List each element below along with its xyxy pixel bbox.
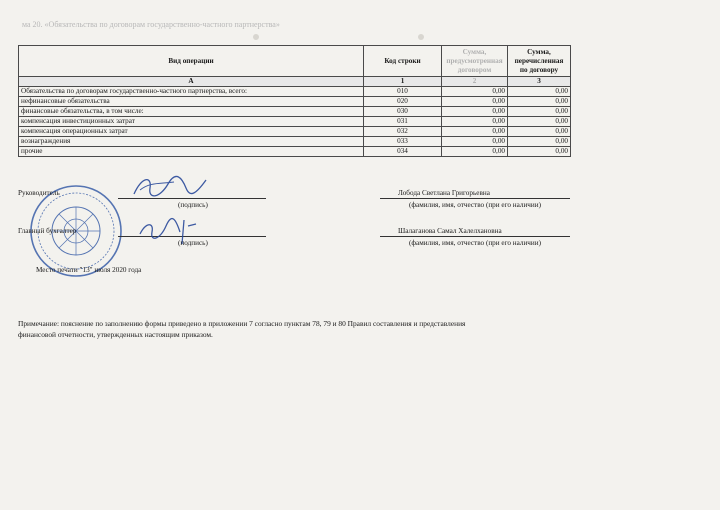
table-row: [19, 107, 571, 117]
row-label: компенсация инвестиционных затрат: [19, 117, 364, 127]
punch-hole-icon: [253, 34, 259, 40]
row-code: 034: [364, 147, 442, 157]
row-planned: 0,00: [442, 107, 508, 117]
table-row: [19, 137, 571, 147]
row-transferred: 0,00: [508, 107, 571, 117]
row-code: 030: [364, 107, 442, 117]
row-code: 010: [364, 87, 442, 97]
row-code: 033: [364, 137, 442, 147]
accountant-signature-caption: (подпись): [178, 239, 208, 247]
footnote: [18, 318, 578, 340]
row-label: нефинансовые обязательства: [19, 97, 364, 107]
row-label: Обязательства по договорам государственно-частного партнерства, всего:: [19, 87, 364, 97]
header-planned: Сумма, предусмотренная договором: [442, 46, 508, 77]
accountant-name-line: [380, 236, 570, 237]
row-transferred: 0,00: [508, 147, 571, 157]
index-cell: 1: [364, 77, 442, 87]
row-label: компенсация операционных затрат: [19, 127, 364, 137]
row-planned: 0,00: [442, 117, 508, 127]
row-planned: 0,00: [442, 127, 508, 137]
head-signature-icon: [130, 172, 210, 204]
accountant-label: Главный бухгалтер: [18, 227, 77, 235]
punch-hole-icon: [418, 34, 424, 40]
header-transferred: Сумма, перечисленная по договору: [508, 46, 571, 77]
head-name-caption: (фамилия, имя, отчество (при его наличии): [408, 201, 541, 209]
row-code: 020: [364, 97, 442, 107]
row-transferred: 0,00: [508, 87, 571, 97]
table-row: [19, 97, 571, 107]
index-cell: А: [19, 77, 364, 87]
row-transferred: 0,00: [508, 127, 571, 137]
head-signature-caption: (подпись): [178, 201, 208, 209]
stamp-place-date: Место печати "13" июля 2020 года: [36, 266, 142, 274]
head-label: Руководитель: [18, 189, 60, 197]
row-transferred: 0,00: [508, 97, 571, 107]
row-code: 032: [364, 127, 442, 137]
index-cell: 3: [508, 77, 571, 87]
head-name: Лобода Светлана Григорьевна: [398, 189, 490, 197]
obligations-table: [18, 45, 571, 157]
faded-form-title: ма 20. «Обязательства по договорам государственно-частного партнерства»: [22, 20, 280, 29]
row-planned: 0,00: [442, 147, 508, 157]
row-label: прочие: [19, 147, 364, 157]
accountant-name: Шалаганова Самал Халелхановна: [398, 227, 502, 235]
accountant-name-caption: (фамилия, имя, отчество (при его наличии): [408, 239, 541, 247]
row-planned: 0,00: [442, 97, 508, 107]
table-row: [19, 117, 571, 127]
header-code: Код строки: [364, 46, 442, 77]
row-code: 031: [364, 117, 442, 127]
footnote-line: финансовой отчетности, утвержденных настоящим приказом.: [18, 330, 213, 339]
table-header-row: [19, 46, 571, 77]
table-row: [19, 87, 571, 97]
index-cell: 2: [442, 77, 508, 87]
row-transferred: 0,00: [508, 137, 571, 147]
row-label: вознаграждения: [19, 137, 364, 147]
row-label: финансовые обязательства, в том числе:: [19, 107, 364, 117]
row-planned: 0,00: [442, 137, 508, 147]
table-index-row: [19, 77, 571, 87]
table-row: [19, 127, 571, 137]
footnote-line: Примечание: пояснение по заполнению формы приведено в приложении 7 согласно пунктам 78, 79 и 80 Правил составления и представления: [18, 319, 466, 328]
head-name-line: [380, 198, 570, 199]
table-row: [19, 147, 571, 157]
row-transferred: 0,00: [508, 117, 571, 127]
row-planned: 0,00: [442, 87, 508, 97]
header-operation: Вид операции: [19, 46, 364, 77]
